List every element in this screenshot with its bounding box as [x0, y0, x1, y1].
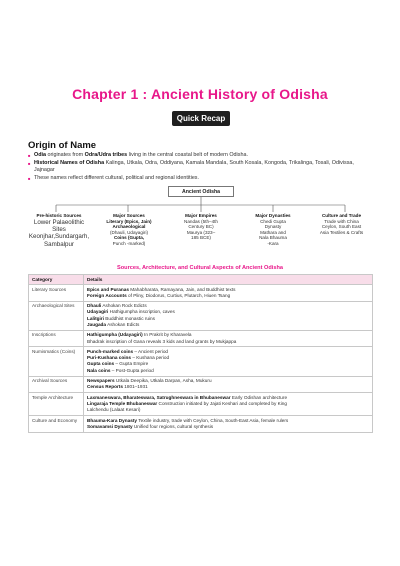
tree-node-culture: Culture and Trade Trade with China Ceylon, South East Asia Textiles & Crafts — [319, 213, 364, 235]
category-cell: Temple Architecture — [29, 393, 84, 416]
origin-bullets — [28, 152, 373, 182]
concept-tree — [28, 186, 373, 258]
details-cell: Punch-marked coins – Ancient period Puri-Kushana coins – Kushana period Gupta coins – Gupta Empire Nala coins – Post-Gupta period — [84, 347, 373, 376]
details-cell: Newspapers Utkala Deepika, Utkala Darpan, Asha, Mukuru Census Reports 1801–1931 — [84, 376, 373, 393]
category-cell: Archival Sources — [29, 376, 84, 393]
table-caption: Sources, Architecture, and Cultural Aspects of Ancient Odisha — [117, 265, 283, 271]
table-row — [29, 376, 373, 393]
origin-heading: Origin of Name — [28, 140, 97, 151]
table-row — [29, 301, 373, 330]
bullet-item: ■ Odia originates from Odra/Udra tribes living in the central coastal belt of modern Odisha. — [28, 152, 373, 160]
table-row — [29, 285, 373, 302]
details-cell: Epics and Puranas Mahabharata, Ramayana, Jain, and Buddhist texts Foreign Accounts of Pliny, Diodorus, Curtius, Plutarch, Hiuen Tsang — [84, 285, 373, 302]
tree-node-dynasties: Major Dynasties Chedi Gupta Dynasty Mathara and Nala Bhauma -Kara — [255, 213, 291, 246]
bullet-item: ■ These names reflect different cultural, political and regional identities. — [28, 175, 373, 183]
table-row — [29, 330, 373, 347]
history-table — [28, 274, 373, 433]
column-header: Details — [84, 275, 373, 285]
category-cell: Literary Sources — [29, 285, 84, 302]
table-row — [29, 393, 373, 416]
chapter-title: Chapter 1 : Ancient History of Odisha — [72, 86, 328, 102]
details-cell: Bhauma-Kara Dynasty Textile industry, trade with Ceylon, China, South-East Asia, female rulers Somavamsi Dynasty Unified four regions, cultural synthesis — [84, 416, 373, 433]
tree-node-sources: Major Sources Literary (Epics, Jain) Archaeological (Dhauli, Udayagiri) Coins (Gupta, Punch -marked) — [106, 213, 152, 246]
tree-node-empires: Major Empires Nandas (5th–4th Century BC) Maurya (323– 185 BCE) — [184, 213, 218, 241]
category-cell: Culture and Economy — [29, 416, 84, 433]
details-cell: Hathigumpha (Udayagiri) In Prakrit by Kharavela Bhadrak inscription of Gana reveals 3 kids and land grants by Mukjappa — [84, 330, 373, 347]
category-cell: Archaeological Sites — [29, 301, 84, 330]
table-row — [29, 347, 373, 376]
table-header-row — [29, 275, 373, 285]
category-cell: Inscriptions — [29, 330, 84, 347]
table-row — [29, 416, 373, 433]
quick-recap-badge: Quick Recap — [172, 111, 230, 126]
category-cell: Numismatics (Coins) — [29, 347, 84, 376]
details-cell: Dhauli Ashokan Rock Edicts Udayagiri Hathigumpha inscription, caves Lalitgiri Buddhist monastic ruins Jaugada Ashokan Edicts — [84, 301, 373, 330]
column-header: Category — [29, 275, 84, 285]
bullet-item: ■ Historical Names of Odisha Kalinga, Utkala, Odra, Oddiyana, Kamala Mandala, South Kosala, Kongoda, Trikalinga, Tosali, Odivissa, Jajnagar — [28, 160, 373, 175]
tree-node-prehistoric: Pre-historic Sources Lower Palaeolithic Sites Keonjhar,Sundargarh, Sambalpur — [28, 213, 90, 248]
tree-root: Ancient Odisha — [168, 186, 234, 197]
details-cell: Laxmaneswara, Bharateswara, Satrughneswara in Bhubaneswar Early Odishan architecture Lingaraja Temple Bhubaneswar Construction initiated by Jajati Keshari and completed by King Lalchendu (Lalaat Kesari) — [84, 393, 373, 416]
